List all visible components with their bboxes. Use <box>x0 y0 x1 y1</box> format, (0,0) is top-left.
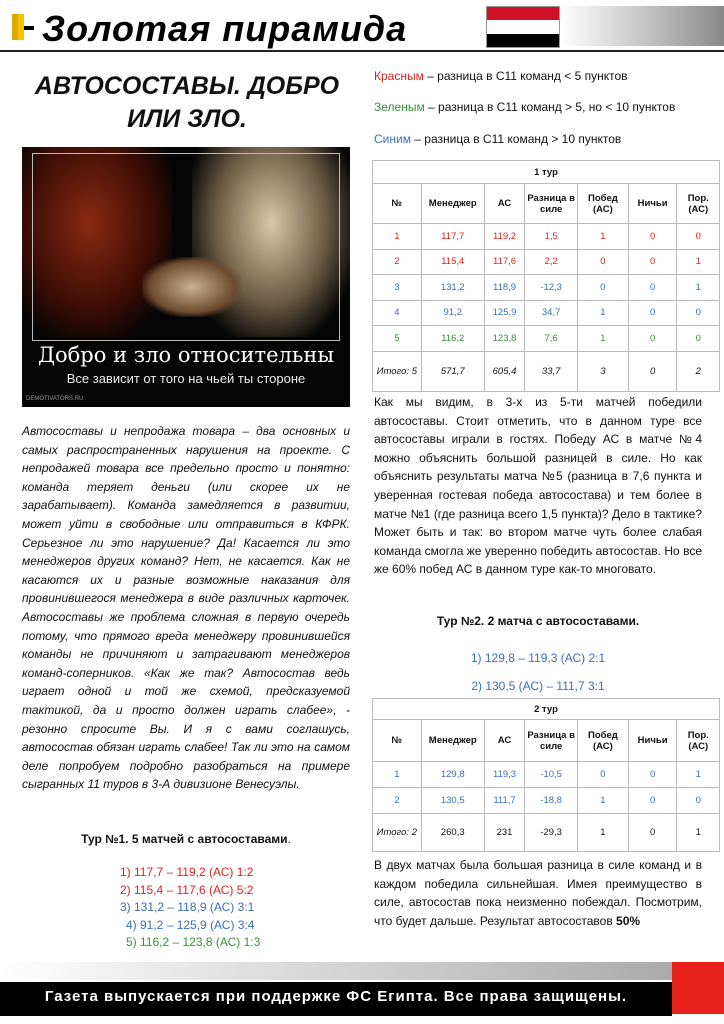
tour1-heading: Тур №1. 5 матчей с автосоставами. <box>81 832 291 846</box>
photo-source: DEMOTIVATORS.RU <box>26 396 84 402</box>
table-cell: 1,5 <box>525 224 578 250</box>
header-gradient <box>560 6 724 46</box>
table-cell: 1 <box>578 224 629 250</box>
tour2-table <box>372 698 720 852</box>
table-header: Побед (АС) <box>578 184 629 224</box>
table-cell: 0 <box>628 224 677 250</box>
table-cell: 119,3 <box>484 762 524 788</box>
match-item: 3) 131,2 – 118,9 (АС) 3:1 <box>120 900 255 914</box>
table-cell: 0 <box>628 249 677 275</box>
match-item: 2) 115,4 – 117,6 (АС) 5:2 <box>120 882 254 897</box>
tour2-heading: Тур №2. 2 матча с автосоставами. <box>436 614 640 628</box>
table-cell: 0 <box>677 224 720 250</box>
photo-subcaption: Все зависит от того на чьей ты стороне <box>66 371 306 386</box>
table-cell: 33,7 <box>525 351 578 391</box>
footer-red-block <box>672 962 724 1014</box>
table-header: Разница в силе <box>525 720 578 762</box>
tour2-match-list <box>374 644 702 700</box>
table-row <box>373 249 720 275</box>
table-header: АС <box>484 720 524 762</box>
table-cell: 605,4 <box>484 351 524 391</box>
table-cell: 1 <box>578 788 629 814</box>
table-header: № <box>373 184 422 224</box>
table-cell: 0 <box>578 275 629 301</box>
table-cell: 0 <box>677 300 720 326</box>
table-cell: 1 <box>677 275 720 301</box>
tour1-table <box>372 160 720 392</box>
table-row <box>373 275 720 301</box>
table-header-row <box>373 720 720 762</box>
table-total-row <box>373 814 720 852</box>
match-item: 5) 116,2 – 123,8 (АС) 1:3 <box>126 935 261 949</box>
table-cell: 0 <box>628 788 677 814</box>
legend-blue: Синим – разница в С11 команд > 10 пунктов <box>374 132 622 146</box>
table-cell: 130,5 <box>421 788 484 814</box>
header-rule <box>0 50 724 52</box>
table-cell: 0 <box>578 249 629 275</box>
table-cell: 1 <box>677 762 720 788</box>
table-cell: 118,9 <box>484 275 524 301</box>
newspaper-title: Золотая пирамида <box>42 8 408 49</box>
tour1-analysis: Как мы видим, в 3-х из 5-ти матчей победили автосоставы. Стоит отметить, что в данном туре все автосоставы играли в гостях. Победу АС в матче №4 можно объяснить большой разницей в силе. Но как объяснить результаты матча №5 (разница в 7,6 пункта и уверенная гостевая победа автосостава) и тем более в матче №1 (где разница всего 1,5 пункта)? Дело в тактике? Может быть и так: во втором матче чуть более слабая команда смогла же уверенно победить автосостав. Но все же 60% побед АС в данном туре как-то многовато. <box>374 395 702 577</box>
table-cell: -29,3 <box>525 814 578 852</box>
legend-green: Зеленым – разница в С11 команд > 5, но < 10 пунктов <box>374 100 676 114</box>
tour1-match-list <box>120 864 260 952</box>
table-cell: 0 <box>677 788 720 814</box>
table-row <box>373 224 720 250</box>
table-cell: 0 <box>677 326 720 352</box>
article-title: АВТОСОСТАВЫ. ДОБРО ИЛИ ЗЛО. <box>34 72 340 133</box>
table-cell: 1 <box>578 814 629 852</box>
table-cell: 0 <box>628 351 677 391</box>
table-header: АС <box>484 184 524 224</box>
table-cell: 2 <box>373 249 422 275</box>
table-row <box>373 326 720 352</box>
footer-copyright: Газета выпускается при поддержке ФС Египта. Все права защищены. <box>44 988 628 1005</box>
table-row <box>373 762 720 788</box>
table-cell: 0 <box>628 326 677 352</box>
table-header: Пор. (АС) <box>677 720 720 762</box>
egypt-flag <box>486 6 560 48</box>
table-cell: 131,2 <box>421 275 484 301</box>
table-cell: 260,3 <box>421 814 484 852</box>
table-row <box>373 788 720 814</box>
legend-red: Красным – разница в С11 команд < 5 пунктов <box>374 69 628 83</box>
table-cell: 0 <box>628 275 677 301</box>
table-cell: 1 <box>373 224 422 250</box>
table-cell: 3 <box>373 275 422 301</box>
match-item: 1) 117,7 – 119,2 (АС) 1:2 <box>120 865 254 879</box>
table-cell: 111,7 <box>484 788 524 814</box>
table-cell: 125,9 <box>484 300 524 326</box>
table-cell: Итого: 5 <box>373 351 422 391</box>
table-cell: 4 <box>373 300 422 326</box>
table-cell: 34,7 <box>525 300 578 326</box>
table-title: 2 тур <box>373 699 720 720</box>
match-item: 1) 129,8 – 119,3 (АС) 2:1 <box>470 651 606 665</box>
table-header: Ничьи <box>628 720 677 762</box>
table-cell: 1 <box>578 300 629 326</box>
table-cell: 115,4 <box>421 249 484 275</box>
table-header-row <box>373 184 720 224</box>
table-cell: 571,7 <box>421 351 484 391</box>
table-cell: 0 <box>628 762 677 788</box>
table-cell: 1 <box>677 249 720 275</box>
table-header: Разница в силе <box>525 184 578 224</box>
table-cell: Итого: 2 <box>373 814 422 852</box>
table-cell: 117,7 <box>421 224 484 250</box>
table-cell: 2,2 <box>525 249 578 275</box>
match-item: 4) 91,2 – 125,9 (АС) 3:4 <box>126 917 255 932</box>
article-photo <box>22 147 350 407</box>
table-header: Пор. (АС) <box>677 184 720 224</box>
match-item: 2) 130,5 (АС) – 111,7 3:1 <box>471 679 605 693</box>
table-cell: 91,2 <box>421 300 484 326</box>
photo-caption: Добро и зло относительны <box>37 343 335 367</box>
table-header: № <box>373 720 422 762</box>
table-cell: 3 <box>578 351 629 391</box>
table-cell: 7,6 <box>525 326 578 352</box>
table-cell: 5 <box>373 326 422 352</box>
table-cell: 1 <box>373 762 422 788</box>
table-cell: 0 <box>578 762 629 788</box>
table-cell: 116,2 <box>421 326 484 352</box>
table-total-row <box>373 351 720 391</box>
tour2-analysis: В двух матчах была большая разница в силе команд и в каждом победила сильнейшая. Имея преимущество в силе, автосостав пока неизменно побеждал. Посмотрим, что будет дальше. Результат автосоставов 50% <box>374 858 702 928</box>
table-cell: 129,8 <box>421 762 484 788</box>
intro-text: Автосоставы и непродажа товара – два основных и самых распространенных нарушения на проекте. С непродажей товара все предельно просто и понятно: команда теряет деньги (или скорее их не зарабатывает). Команда замедляется в развитии, может уйти в свободные или отправиться в КФРК. Серьезное ли это нарушение? Да! Касается ли это менеджеров других команд? Нет, не касается. Как не касаются их и разные возможные наказания для провинившегося менеджера в виде различных карточек. Автосоставы же проблема сложная в первую очередь потому, что прямого вреда менеджеру провинившейся команды не причиняют и затрагивают менеджеров команд-соперников. «Как же так? Автосостав ведь играет одной и той же схемой, предсказуемой тактикой, да и просто должен играть слабее», - резонно спросите Вы. И я с вами соглашусь, автосостав обязан играть слабее! Так ли это на самом деле попробуем подробно разобраться на примере сыгранных 11 туров в 3-А дивизионе Венесуэлы. <box>22 424 350 792</box>
table-cell: 123,8 <box>484 326 524 352</box>
table-header: Менеджер <box>421 184 484 224</box>
table-cell: 117,6 <box>484 249 524 275</box>
photo-frame <box>32 153 340 341</box>
table-title: 1 тур <box>373 161 720 184</box>
table-cell: 1 <box>578 326 629 352</box>
table-cell: -12,3 <box>525 275 578 301</box>
table-cell: 2 <box>373 788 422 814</box>
table-cell: 0 <box>628 300 677 326</box>
table-header: Ничьи <box>628 184 677 224</box>
table-row <box>373 300 720 326</box>
table-header: Побед (АС) <box>578 720 629 762</box>
table-cell: -18,8 <box>525 788 578 814</box>
footer-gradient <box>0 962 672 980</box>
table-cell: -10,5 <box>525 762 578 788</box>
table-cell: 2 <box>677 351 720 391</box>
table-cell: 119,2 <box>484 224 524 250</box>
table-header: Менеджер <box>421 720 484 762</box>
table-cell: 231 <box>484 814 524 852</box>
masthead <box>0 0 724 52</box>
table-cell: 1 <box>677 814 720 852</box>
table-cell: 0 <box>628 814 677 852</box>
